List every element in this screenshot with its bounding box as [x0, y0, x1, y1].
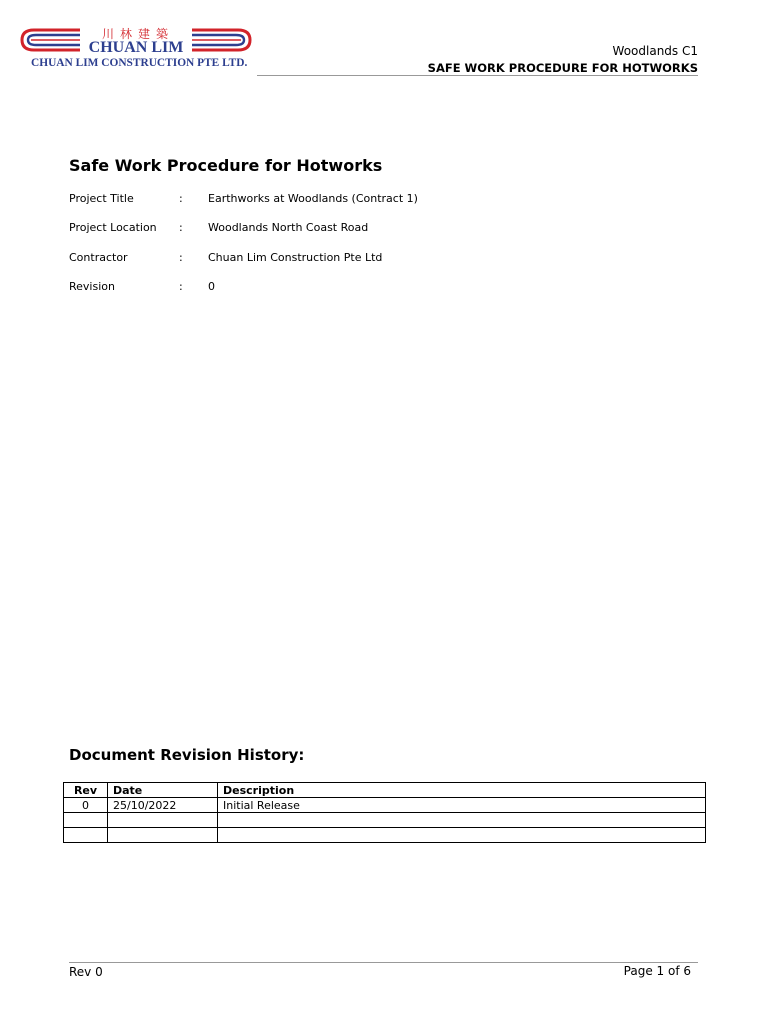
- table-row: [64, 813, 706, 828]
- table-row: [64, 828, 706, 843]
- info-value: Chuan Lim Construction Pte Ltd: [208, 251, 383, 264]
- info-label: Contractor: [69, 251, 128, 264]
- logo-company-subtitle: CHUAN LIM CONSTRUCTION PTE LTD.: [31, 57, 248, 69]
- info-row-revision: [69, 280, 215, 293]
- cell-description: [218, 828, 706, 843]
- info-separator: :: [179, 221, 183, 234]
- cell-rev: [64, 828, 108, 843]
- info-separator: :: [179, 280, 183, 293]
- info-value: Earthworks at Woodlands (Contract 1): [208, 192, 418, 205]
- column-header-date: Date: [108, 783, 218, 798]
- info-value: 0: [208, 280, 215, 293]
- revision-history-title: Document Revision History:: [69, 746, 305, 764]
- header-project-short: Woodlands C1: [612, 44, 698, 58]
- header-doc-heading: SAFE WORK PROCEDURE FOR HOTWORKS: [427, 61, 698, 75]
- info-row-project-title: [69, 192, 418, 205]
- cell-date: [108, 813, 218, 828]
- info-label: Project Location: [69, 221, 157, 234]
- info-label: Project Title: [69, 192, 134, 205]
- info-row-contractor: [69, 251, 382, 264]
- cell-description: [218, 813, 706, 828]
- logo-chinese-text: 川林建築: [101, 27, 174, 41]
- footer-page-number: Page 1 of 6: [623, 964, 691, 978]
- cell-description: Initial Release: [218, 798, 706, 813]
- info-separator: :: [179, 192, 183, 205]
- logo-company-name: CHUAN LIM: [88, 39, 184, 56]
- info-value: Woodlands North Coast Road: [208, 221, 369, 234]
- footer-divider: [69, 962, 698, 963]
- cell-rev: [64, 813, 108, 828]
- header-divider: [257, 75, 698, 76]
- info-separator: :: [179, 251, 183, 264]
- cell-date: [108, 828, 218, 843]
- table-header-row: [64, 783, 706, 798]
- column-header-description: Description: [218, 783, 706, 798]
- document-title: Safe Work Procedure for Hotworks: [69, 156, 383, 175]
- footer-revision: Rev 0: [69, 965, 103, 979]
- table-row: [64, 798, 706, 813]
- revision-history-table: [63, 782, 706, 843]
- column-header-rev: Rev: [64, 783, 108, 798]
- info-row-project-location: [69, 221, 368, 234]
- info-label: Revision: [69, 280, 115, 293]
- cell-rev: 0: [64, 798, 108, 813]
- cell-date: 25/10/2022: [108, 798, 218, 813]
